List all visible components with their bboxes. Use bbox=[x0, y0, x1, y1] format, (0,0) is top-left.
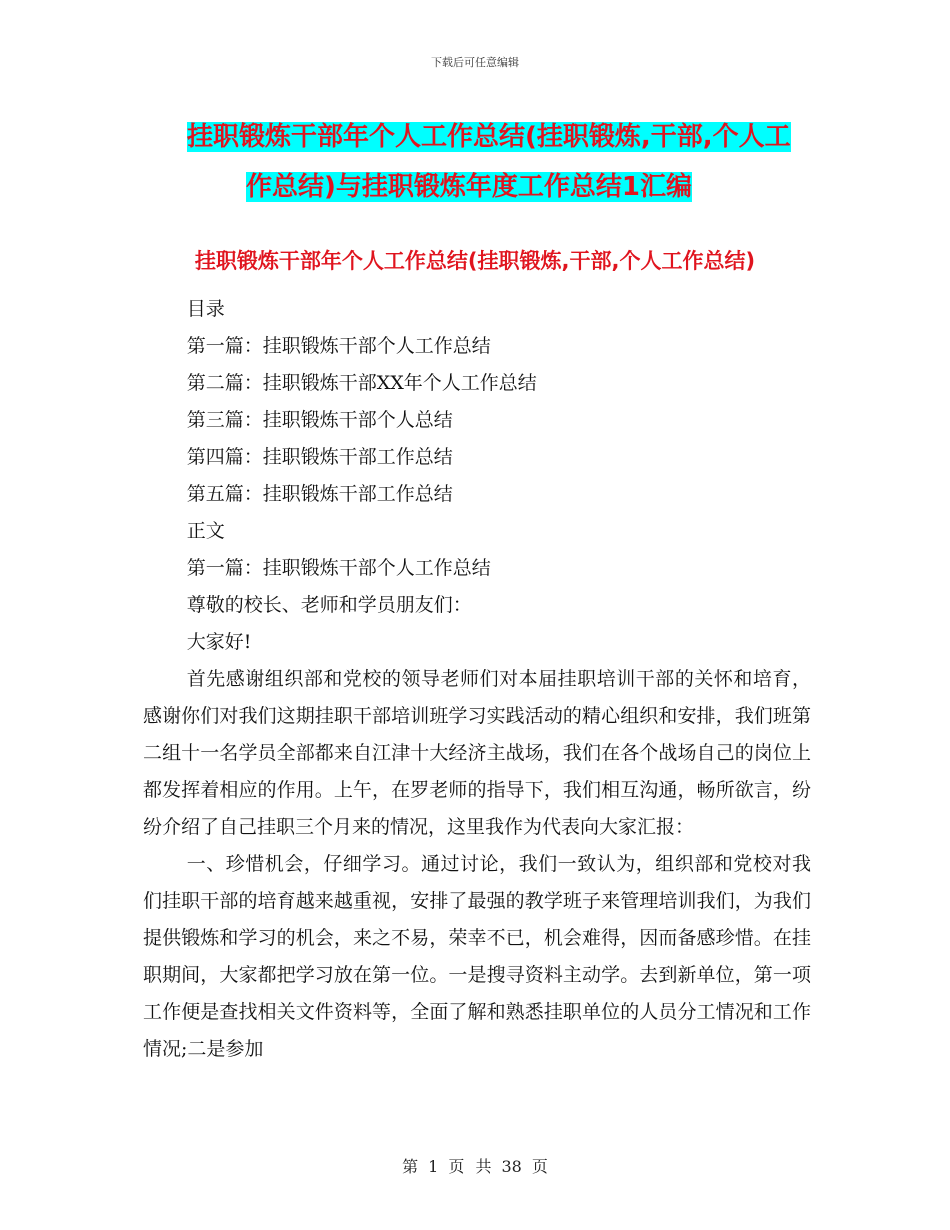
document-title-line-1: 挂职锻炼干部年个人工作总结(挂职锻炼,干部,个人工 bbox=[187, 122, 791, 152]
paragraph: 首先感谢组织部和党校的领导老师们对本届挂职培训干部的关怀和培育，感谢你们对我们这期挂职干部培训班学习实践活动的精心组织和安排，我们班第二组十一名学员全部都来自江津十大经济主战场，我们在各个战场自己的岗位上都发挥着相应的作用。上午，在罗老师的指导下，我们相互沟通，畅所欲言，纷纷介绍了自己挂职三个月来的情况，这里我作为代表向大家汇报： bbox=[143, 668, 811, 838]
greeting: 尊敬的校长、老师和学员朋友们： bbox=[186, 594, 472, 616]
page-label-mid: 页 共 bbox=[448, 1157, 492, 1176]
toc-item: 第二篇：挂职锻炼干部XX年个人工作总结 bbox=[186, 372, 537, 394]
page-footer bbox=[0, 1154, 950, 1177]
page-number: 1 bbox=[428, 1157, 439, 1176]
header-note: 下载后可任意编辑 bbox=[431, 56, 519, 69]
toc-item: 第三篇：挂职锻炼干部个人总结 bbox=[186, 409, 453, 431]
toc-item: 第五篇：挂职锻炼干部工作总结 bbox=[186, 483, 453, 505]
document-title-line-2: 作总结)与挂职锻炼年度工作总结1汇编 bbox=[246, 172, 692, 202]
toc-item: 第四篇：挂职锻炼干部工作总结 bbox=[186, 446, 453, 468]
page-label-post: 页 bbox=[531, 1157, 548, 1176]
salutation: 大家好! bbox=[186, 631, 252, 653]
toc-item: 第一篇：挂职锻炼干部个人工作总结 bbox=[186, 335, 491, 357]
paragraph: 一、珍惜机会，仔细学习。通过讨论，我们一致认为，组织部和党校对我们挂职干部的培育越来越重视，安排了最强的教学班子来管理培训我们，为我们提供锻炼和学习的机会，来之不易，荣幸不已，机会难得，因而备感珍惜。在挂职期间，大家都把学习放在第一位。一是搜寻资料主动学。去到新单位，第一项工作便是查找相关文件资料等，全面了解和熟悉挂职单位的人员分工情况和工作情况;二是参加 bbox=[143, 853, 811, 1060]
section-title: 第一篇：挂职锻炼干部个人工作总结 bbox=[186, 557, 491, 579]
document-title bbox=[187, 112, 817, 212]
document-body bbox=[143, 291, 811, 1068]
page-total: 38 bbox=[501, 1157, 522, 1176]
toc-heading: 目录 bbox=[186, 298, 225, 320]
page-label-pre: 第 bbox=[402, 1157, 419, 1176]
article-title: 挂职锻炼干部年个人工作总结(挂职锻炼,干部,个人工作总结) bbox=[194, 249, 756, 273]
body-heading: 正文 bbox=[186, 520, 225, 542]
